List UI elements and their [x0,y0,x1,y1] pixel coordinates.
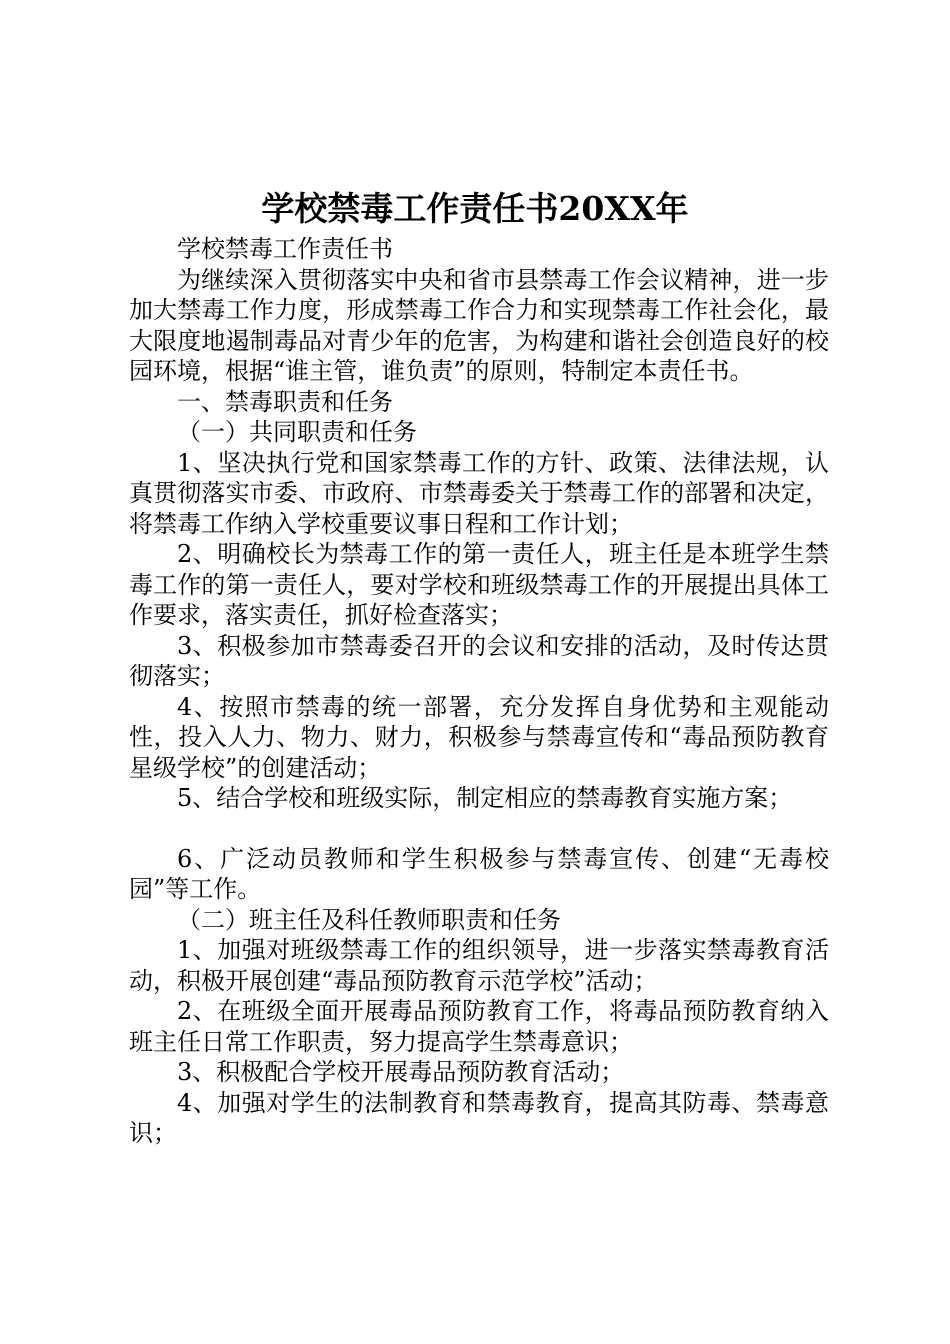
list-item: 6、广泛动员教师和学生积极参与禁毒宣传、创建“无毒校园”等工作。 [129,844,829,903]
section-heading: 一、禁毒职责和任务 [177,387,393,416]
doc-subtitle: 学校禁毒工作责任书 [177,235,393,263]
list-item: 4、加强对学生的法制教育和禁毒教育，提高其防毒、禁毒意识； [129,1088,829,1147]
list-item: 1、加强对班级禁毒工作的组织领导，进一步落实禁毒教育活动，积极开展创建“毒品预防教育示范学校”活动； [129,936,829,995]
list-item: 5、结合学校和班级实际，制定相应的禁毒教育实施方案； [177,784,793,812]
list-item: 4、按照市禁毒的统一部署，充分发挥自身优势和主观能动性，投入人力、物力、财力，积极参与禁毒宣传和“毒品预防教育星级学校”的创建活动； [129,692,829,782]
subsection-heading-shared: （一）共同职责和任务 [177,418,417,446]
list-item: 2、在班级全面开展毒品预防教育工作，将毒品预防教育纳入班主任日常工作职责，努力提高学生禁毒意识； [129,997,829,1056]
list-item: 3、积极配合学校开展毒品预防教育活动； [177,1058,625,1086]
list-item: 1、坚决执行党和国家禁毒工作的方针、政策、法律法规，认真贯彻落实市委、市政府、市禁毒委关于禁毒工作的部署和决定，将禁毒工作纳入学校重要议事日程和工作计划； [129,448,829,538]
paragraph-gap [129,814,829,844]
list-item: 2、明确校长为禁毒工作的第一责任人，班主任是本班学生禁毒工作的第一责任人，要对学校和班级禁毒工作的开展提出具体工作要求，落实责任，抓好检查落实； [129,540,829,629]
list-item: 3、积极参加市禁毒委召开的会议和安排的活动，及时传达贯彻落实； [129,631,829,690]
subsection-heading-teachers: （二）班主任及科任教师职责和任务 [177,905,561,934]
intro-paragraph: 为继续深入贯彻落实中央和省市县禁毒工作会议精神，进一步加大禁毒工作力度，形成禁毒工作合力和实现禁毒工作社会化，最大限度地遏制毒品对青少年的危害，为构建和谐社会创造良好的校园环境，根据“谁主管，谁负责”的原则，特制定本责任书。 [129,265,829,385]
document-body [129,234,829,1149]
document-title: 学校禁毒工作责任书20XX年 [261,189,689,228]
